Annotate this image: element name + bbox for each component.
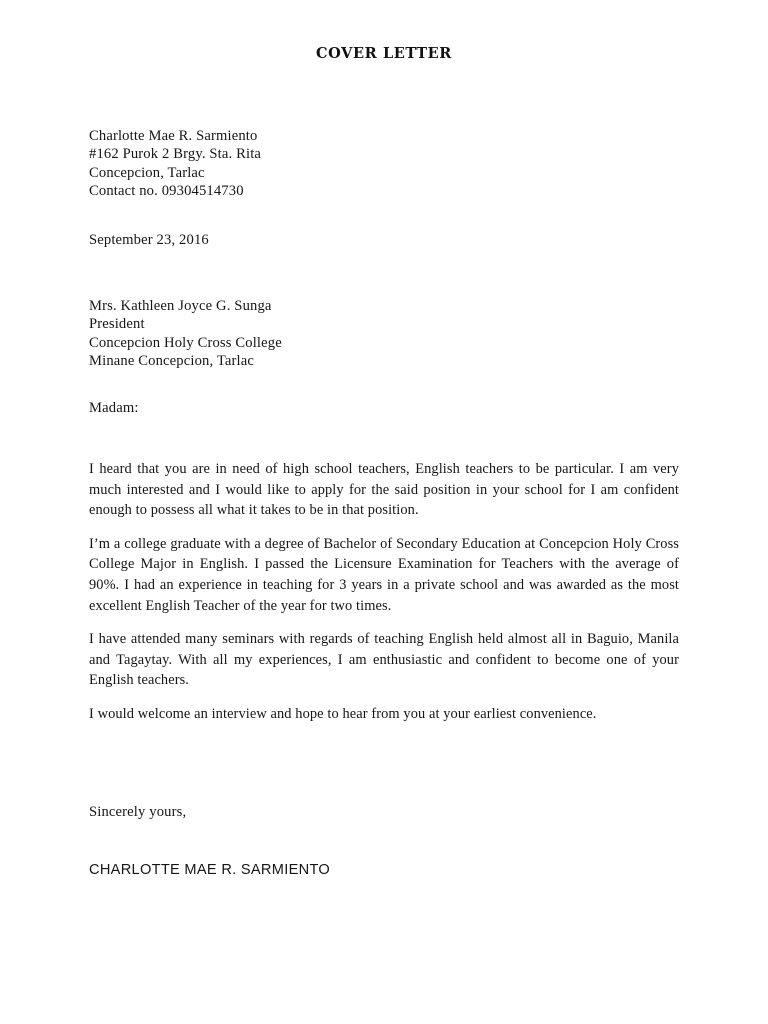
recipient-line-title: President: [89, 316, 145, 333]
sender-line-city: Concepcion, Tarlac: [89, 164, 205, 181]
signature-block: [89, 861, 679, 879]
page-title: COVER LETTER: [316, 45, 452, 62]
letter-body: [89, 459, 679, 725]
recipient-line-address: Minane Concepcion, Tarlac: [89, 353, 254, 370]
sender-line-street: #162 Purok 2 Brgy. Sta. Rita: [89, 146, 262, 163]
sender-line-name: Charlotte Mae R. Sarmiento: [89, 128, 258, 144]
body-paragraph-2: I’m a college graduate with a degree of Bachelor of Secondary Education at Concepcion Holy Cross College Major in English. I passed the Licensure Examination for Teachers with the average of 90%. I had an experience in teaching for 3 years in a private school and was awarded as the most excellent English Teacher of the year for two times.: [89, 535, 679, 614]
salutation-text: Madam:: [89, 400, 139, 416]
signature-name: CHARLOTTE MAE R. SARMIENTO: [89, 862, 331, 878]
closing-text: Sincerely yours,: [89, 804, 187, 820]
recipient-address-block: [89, 297, 679, 371]
date-text: September 23, 2016: [89, 232, 209, 248]
salutation: [89, 399, 679, 417]
body-paragraph-1: I heard that you are in need of high school teachers, English teachers to be particular. I am very much interested and I would like to apply for the said position in your school for I am confident enough to possess all what it takes to be in that position.: [89, 461, 679, 519]
closing-salutation: [89, 803, 679, 821]
body-paragraph-4: I would welcome an interview and hope to hear from you at your earliest convenience.: [89, 705, 597, 722]
body-paragraph-3: I have attended many seminars with regards of teaching English held almost all in Baguio, Manila and Tagaytay. With all my experiences, I am enthusiastic and confident to become one of your English teachers.: [89, 631, 679, 689]
sender-line-contact: Contact no. 09304514730: [89, 183, 244, 200]
sender-address-block: [89, 127, 679, 201]
recipient-line-organization: Concepcion Holy Cross College: [89, 334, 282, 351]
recipient-line-name: Mrs. Kathleen Joyce G. Sunga: [89, 298, 272, 314]
letter-date: [89, 231, 679, 249]
